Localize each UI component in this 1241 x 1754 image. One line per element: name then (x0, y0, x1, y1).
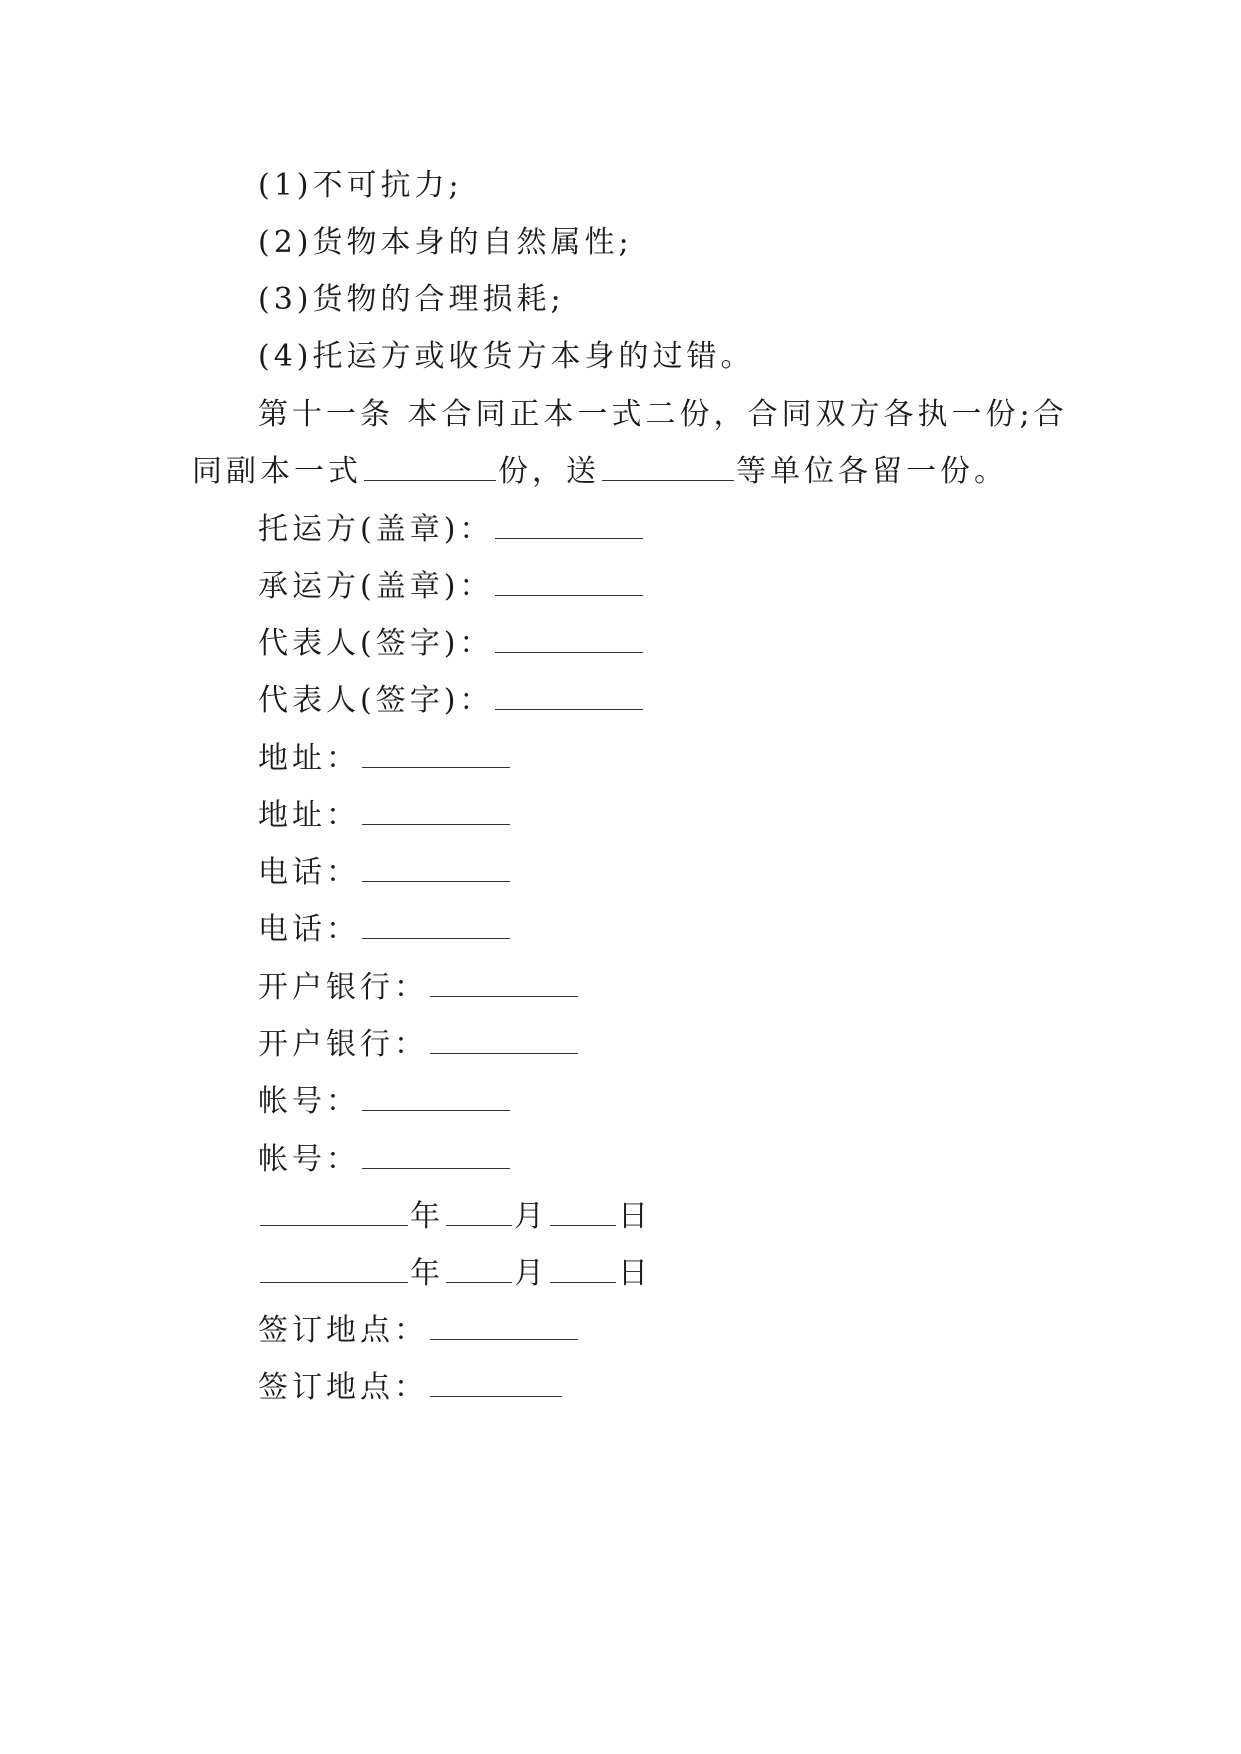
rep-1-blank (495, 624, 643, 653)
bank-1-label: 开户银行： (258, 970, 428, 1005)
shipper-seal-line (258, 510, 645, 550)
date-2-month-blank (446, 1254, 512, 1283)
account-1-line (258, 1082, 512, 1122)
bank-2-label: 开户银行： (258, 1027, 428, 1062)
signing-place-1-blank (430, 1311, 578, 1340)
account-2-label: 帐号： (258, 1142, 360, 1177)
address-2-blank (362, 796, 510, 825)
date-1-month-label: 月 (514, 1199, 548, 1234)
account-2-line (258, 1140, 512, 1180)
date-2-line (258, 1254, 652, 1294)
rep-2-blank (495, 681, 643, 710)
date-2-day-blank (550, 1254, 616, 1283)
phone-2-line (258, 910, 512, 950)
signing-place-2-blank (430, 1368, 562, 1397)
date-2-year-label: 年 (410, 1256, 444, 1291)
clause-item-4: (4)托运方或收货方本身的过错。 (258, 339, 755, 374)
carrier-seal-blank (495, 567, 643, 596)
phone-1-label: 电话： (258, 855, 360, 890)
date-1-day-blank (550, 1197, 616, 1226)
date-1-year-blank (260, 1197, 408, 1226)
rep-2-label: 代表人(签字)： (258, 683, 494, 718)
phone-1-line (258, 853, 512, 893)
article-11-text-c: 等单位各留一份。 (736, 454, 1008, 489)
shipper-seal-label: 托运方(盖章)： (258, 512, 494, 547)
clause-item-1: (1)不可抗力; (258, 168, 463, 203)
copies-blank (364, 452, 496, 481)
signing-place-2-label: 签订地点： (258, 1370, 428, 1405)
date-2-year-blank (260, 1254, 408, 1283)
phone-1-blank (362, 853, 510, 882)
carrier-seal-line (258, 567, 645, 607)
account-1-label: 帐号： (258, 1084, 360, 1119)
rep-1-label: 代表人(签字)： (258, 626, 494, 661)
bank-1-line (258, 968, 580, 1008)
phone-2-label: 电话： (258, 912, 360, 947)
bank-1-blank (430, 968, 578, 997)
clause-item-3: (3)货物的合理损耗; (258, 282, 565, 317)
signing-place-1-line (258, 1311, 580, 1351)
article-11-line-1: 第十一条 本合同正本一式二份，合同双方各执一份;合 (258, 397, 1068, 432)
account-1-blank (362, 1082, 510, 1111)
rep-1-line (258, 624, 645, 664)
bank-2-line (258, 1025, 580, 1065)
recipient-blank (602, 452, 734, 481)
date-1-year-label: 年 (410, 1199, 444, 1234)
clause-item-2: (2)货物本身的自然属性; (258, 225, 633, 260)
date-1-line (258, 1197, 652, 1237)
carrier-seal-label: 承运方(盖章)： (258, 569, 494, 604)
address-2-line (258, 796, 512, 836)
address-1-line (258, 739, 512, 779)
address-2-label: 地址： (258, 798, 360, 833)
date-1-month-blank (446, 1197, 512, 1226)
article-11-text-b: 份，送 (498, 454, 600, 489)
bank-2-blank (430, 1025, 578, 1054)
phone-2-blank (362, 910, 510, 939)
address-1-blank (362, 739, 510, 768)
account-2-blank (362, 1140, 510, 1169)
date-2-day-label: 日 (618, 1256, 652, 1291)
date-2-month-label: 月 (514, 1256, 548, 1291)
rep-2-line (258, 681, 645, 721)
address-1-label: 地址： (258, 741, 360, 776)
date-1-day-label: 日 (618, 1199, 652, 1234)
signing-place-1-label: 签订地点： (258, 1313, 428, 1348)
shipper-seal-blank (495, 510, 643, 539)
article-11-line-2 (192, 452, 1008, 492)
signing-place-2-line (258, 1368, 564, 1408)
article-11-text-a: 同副本一式 (192, 454, 362, 489)
